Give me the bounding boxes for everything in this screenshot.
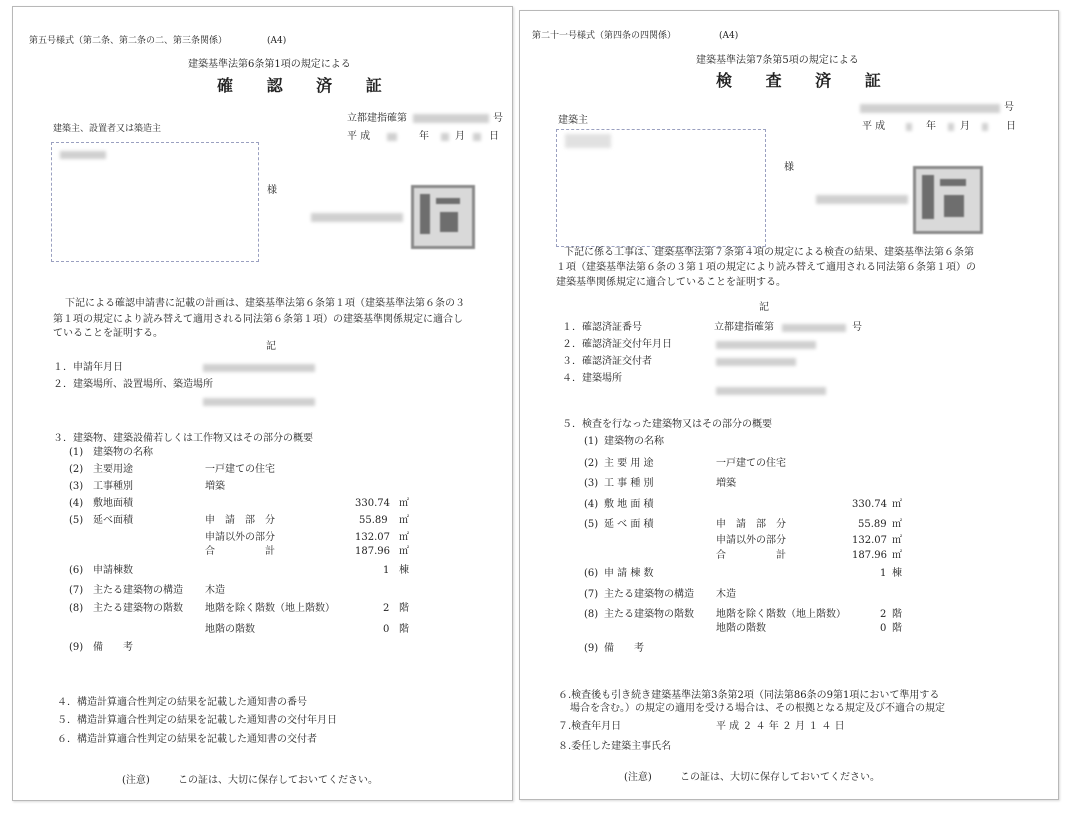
sub-4-no: (4) <box>69 498 84 509</box>
area-total-label: 合 計 <box>716 550 786 561</box>
redacted-owner-name <box>565 134 611 148</box>
item-1-label: １．申請年月日 <box>53 362 123 373</box>
item-5-label: ５．検査を行なった建築物又はその部分の概要 <box>562 419 772 430</box>
area-total-unit: ㎡ <box>399 546 409 557</box>
sub-8-v1: 2 <box>383 603 390 614</box>
sub-1-label: 建築物の名称 <box>93 447 153 458</box>
sub-6-no: (6) <box>584 568 599 579</box>
sub-4-unit: ㎡ <box>399 498 409 509</box>
area-apply-unit: ㎡ <box>399 515 409 526</box>
sub-5-label: 延べ面積 <box>93 515 133 526</box>
sub-1-no: (1) <box>69 447 84 458</box>
item-1-value: 立都建指確第 <box>714 322 774 333</box>
sub-7-label: 主たる建築物の構造 <box>604 589 694 600</box>
redacted-month <box>948 123 954 131</box>
sub-8-no: (8) <box>584 609 599 620</box>
redacted-cert-number <box>413 114 489 123</box>
item-8-label: ８.委任した建築主事氏名 <box>558 741 672 752</box>
sub-8-u1: 階 <box>399 603 409 614</box>
ki-heading: 記 <box>759 302 769 313</box>
sub-2-value: 一戸建ての住宅 <box>716 458 786 469</box>
sub-3-value: 増築 <box>205 481 225 492</box>
cert-number-suffix: 号 <box>1004 102 1014 113</box>
sub-3-no: (3) <box>69 481 84 492</box>
sub-4-unit: ㎡ <box>892 499 902 510</box>
sub-4-value: 330.74 <box>852 499 887 510</box>
body-line-2: 第１項の規定により読み替えて適用される同法第６条第１項）の建築基準関係規定に適合し <box>53 314 463 325</box>
law-reference: 建築基準法第7条第5項の規定による <box>696 55 859 66</box>
sub-9-no: (9) <box>69 642 84 653</box>
sub-8-row1: 地階を除く階数（地上階数） <box>205 603 335 614</box>
owner-address-box <box>51 142 259 262</box>
area-apply-label: 申 請 部 分 <box>716 519 786 530</box>
cert-number-suffix: 号 <box>493 113 503 124</box>
item-7-value: 平 成 ２ ４ 年 ２ 月 １ ４ 日 <box>716 721 845 732</box>
sub-5-no: (5) <box>584 519 599 530</box>
redacted-location <box>716 387 826 395</box>
sub-6-unit: 棟 <box>399 565 409 576</box>
sub-8-v2: 0 <box>383 624 390 635</box>
sub-8-label: 主たる建築物の階数 <box>93 603 183 614</box>
item-2-label: ２．建築場所、設置場所、築造場所 <box>53 379 213 390</box>
sub-8-u2: 階 <box>892 623 902 634</box>
area-total-label: 合 計 <box>205 546 275 557</box>
item-3-label: ３．建築物、建築設備若しくは工作物又はその部分の概要 <box>53 433 313 444</box>
sub-9-label: 備 考 <box>604 643 644 654</box>
sub-7-value: 木造 <box>205 585 225 596</box>
sub-9-no: (9) <box>584 643 599 654</box>
date-year-label: 年 <box>926 121 936 132</box>
sub-7-no: (7) <box>584 589 599 600</box>
inspection-certificate-page <box>519 10 1059 800</box>
area-total-unit: ㎡ <box>892 550 902 561</box>
redacted-day <box>473 133 481 141</box>
item-6-label: ６．構造計算適合性判定の結果を記載した通知書の交付者 <box>57 734 317 745</box>
item-5-label: ５．構造計算適合性判定の結果を記載した通知書の交付年月日 <box>57 715 337 726</box>
sub-5-no: (5) <box>69 515 84 526</box>
sub-3-no: (3) <box>584 478 599 489</box>
form-number: 第二十一号様式（第四条の四関係） <box>532 31 677 41</box>
sub-2-no: (2) <box>584 458 599 469</box>
sub-8-row2: 地階の階数 <box>205 624 255 635</box>
redacted-confirm-number <box>782 324 846 332</box>
area-total-value: 187.96 <box>355 546 390 557</box>
owner-label: 建築主 <box>558 115 588 126</box>
law-reference: 建築基準法第6条第1項の規定による <box>188 59 351 70</box>
redacted-month <box>441 133 449 141</box>
redacted-year <box>387 133 397 141</box>
body-line-3: 建築基準関係規定に適合していることを証明する。 <box>556 277 786 288</box>
redacted-apply-date <box>203 364 315 372</box>
sub-6-label: 申請棟数 <box>93 565 133 576</box>
sub-2-no: (2) <box>69 464 84 475</box>
sama-label: 様 <box>267 185 277 196</box>
redacted-issuer-name <box>311 213 403 222</box>
sub-1-no: (1) <box>584 436 599 447</box>
sub-8-no: (8) <box>69 603 84 614</box>
item-7-label: ７.検査年月日 <box>558 721 622 732</box>
official-seal <box>411 185 475 249</box>
sub-4-label: 敷 地 面 積 <box>604 499 654 510</box>
date-month-label: 月 <box>455 131 465 142</box>
item-1-suffix: 号 <box>852 322 862 333</box>
sub-6-no: (6) <box>69 565 84 576</box>
redacted-cert-number <box>860 104 1000 113</box>
form-number: 第五号様式（第二条、第二条の二、第三条関係） <box>29 36 228 46</box>
sub-4-value: 330.74 <box>355 498 390 509</box>
sub-2-value: 一戸建ての住宅 <box>205 464 275 475</box>
certificate-title: 確 認 済 証 <box>217 76 396 95</box>
sub-2-label: 主要用途 <box>93 464 133 475</box>
cert-number-prefix: 立都建指確第 <box>347 113 407 124</box>
sub-4-no: (4) <box>584 499 599 510</box>
sub-3-label: 工 事 種 別 <box>604 478 654 489</box>
sub-3-value: 増築 <box>716 478 736 489</box>
item-6-line-1: ６.検査後も引き続き建築基準法第3条第2項（同法第86条の9第1項において準用する <box>558 690 940 701</box>
area-apply-unit: ㎡ <box>892 519 902 530</box>
sub-6-value: 1 <box>383 565 390 576</box>
sub-8-u1: 階 <box>892 609 902 620</box>
sub-7-value: 木造 <box>716 589 736 600</box>
item-6-line-2: 場合を含む。）の規定の適用を受ける場合は、その根拠となる規定及び不適合の規定 <box>570 703 945 714</box>
redacted-year <box>906 123 912 131</box>
body-line-2: １項（建築基準法第６条の３第１項の規定により読み替えて適用される同法第６条第１項）の <box>556 262 976 273</box>
sub-9-label: 備 考 <box>93 642 133 653</box>
area-total-value: 187.96 <box>852 550 887 561</box>
redacted-day <box>982 123 988 131</box>
item-4-label: ４．構造計算適合性判定の結果を記載した通知書の番号 <box>57 697 307 708</box>
sub-8-row2: 地階の階数 <box>716 623 766 634</box>
area-other-value: 132.07 <box>852 535 887 546</box>
item-2-label: ２．確認済証交付年月日 <box>562 339 672 350</box>
paper-size: (A4) <box>267 36 287 46</box>
note-label: (注意) <box>122 775 150 786</box>
sub-1-label: 建築物の名称 <box>604 436 664 447</box>
area-other-unit: ㎡ <box>399 532 409 543</box>
date-era: 平 成 <box>862 121 886 132</box>
area-apply-label: 申 請 部 分 <box>205 515 275 526</box>
sub-6-value: 1 <box>880 568 887 579</box>
sub-8-row1: 地階を除く階数（地上階数） <box>716 609 846 620</box>
certificate-title: 検 査 済 証 <box>716 71 895 90</box>
area-other-label: 申請以外の部分 <box>205 532 275 543</box>
area-other-value: 132.07 <box>355 532 390 543</box>
area-apply-value: 55.89 <box>359 515 388 526</box>
sub-5-label: 延 べ 面 積 <box>604 519 654 530</box>
item-3-label: ３．確認済証交付者 <box>562 356 652 367</box>
sub-7-no: (7) <box>69 585 84 596</box>
sub-7-label: 主たる建築物の構造 <box>93 585 183 596</box>
item-4-label: ４．建築場所 <box>562 373 622 384</box>
sub-8-u2: 階 <box>399 624 409 635</box>
area-apply-value: 55.89 <box>858 519 887 530</box>
redacted-confirm-issuer <box>716 358 796 366</box>
body-line-1: 下記による確認申請書に記載の計画は、建築基準法第６条第１項（建築基準法第６条の３ <box>65 298 465 309</box>
sama-label: 様 <box>784 162 794 173</box>
date-year-label: 年 <box>419 131 429 142</box>
date-month-label: 月 <box>960 121 970 132</box>
body-line-1: 下記に係る工事は、建築基準法第７条第４項の規定による検査の結果、建築基準法第６条第 <box>564 247 974 258</box>
note-text: この証は、大切に保存しておいてください。 <box>178 775 378 786</box>
sub-8-label: 主たる建築物の階数 <box>604 609 694 620</box>
date-era: 平 成 <box>347 131 371 142</box>
sub-6-unit: 棟 <box>892 568 902 579</box>
item-1-label: １．確認済証番号 <box>562 322 642 333</box>
date-day-label: 日 <box>1006 121 1016 132</box>
sub-2-label: 主 要 用 途 <box>604 458 654 469</box>
official-seal <box>913 166 983 234</box>
owner-address-box <box>556 129 766 247</box>
redacted-issuer-name <box>816 195 908 204</box>
sub-3-label: 工事種別 <box>93 481 133 492</box>
sub-6-label: 申 請 棟 数 <box>604 568 654 579</box>
sub-8-v2: 0 <box>880 623 887 634</box>
sub-4-label: 敷地面積 <box>93 498 133 509</box>
paper-size: (A4) <box>719 31 739 41</box>
body-line-3: ていることを証明する。 <box>53 328 163 339</box>
redacted-confirm-date <box>716 341 816 349</box>
confirmation-certificate-page <box>12 6 513 801</box>
owner-label: 建築主、設置者又は築造主 <box>53 124 162 134</box>
redacted-owner-name <box>60 151 106 159</box>
note-label: (注意) <box>624 772 652 783</box>
area-other-unit: ㎡ <box>892 535 902 546</box>
date-day-label: 日 <box>489 131 499 142</box>
note-text: この証は、大切に保存しておいてください。 <box>680 772 880 783</box>
ki-heading: 記 <box>266 341 276 352</box>
redacted-location <box>203 398 315 406</box>
sub-8-v1: 2 <box>880 609 887 620</box>
area-other-label: 申請以外の部分 <box>716 535 786 546</box>
